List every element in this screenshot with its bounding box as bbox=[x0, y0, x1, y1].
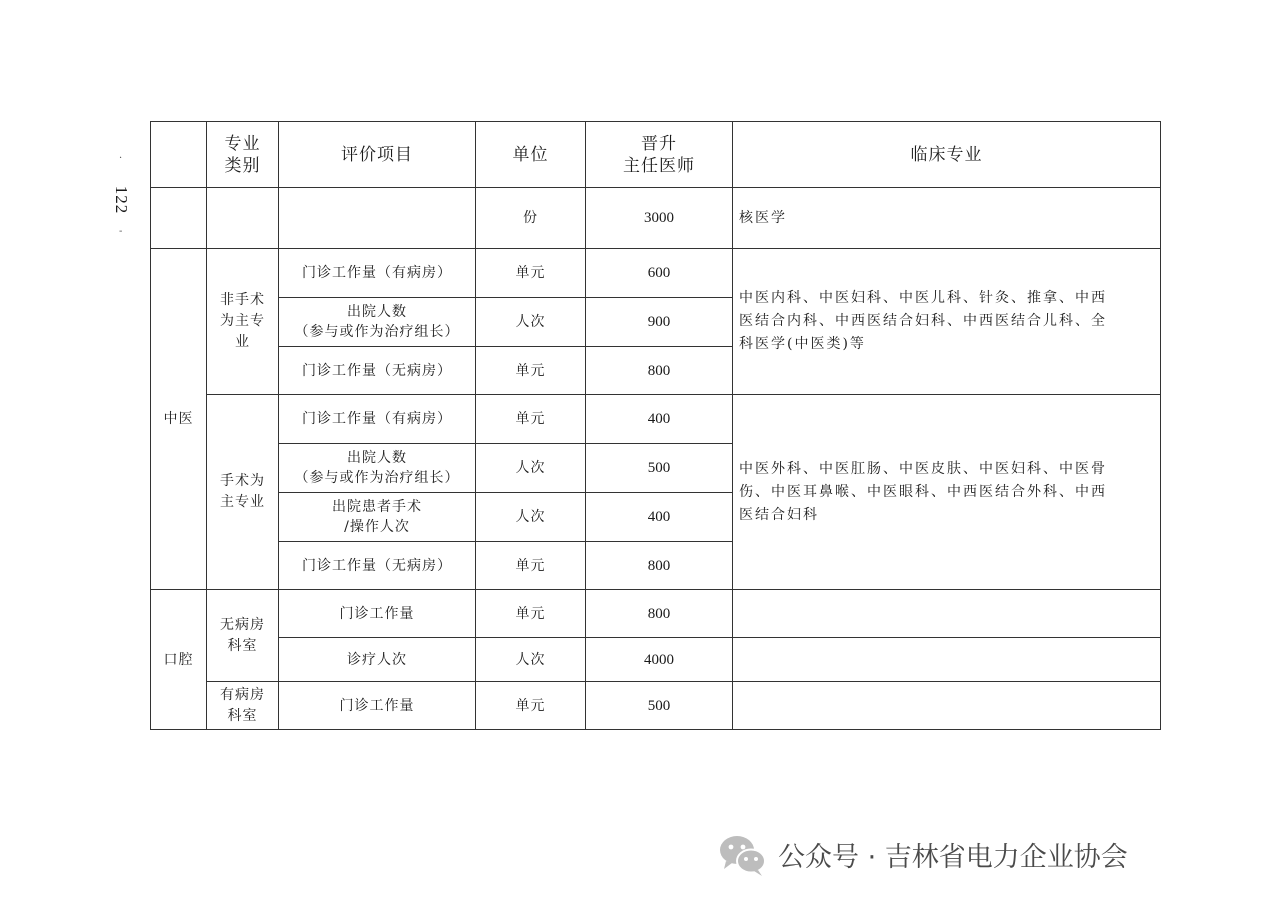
unit-cell: 单元 bbox=[476, 249, 586, 298]
unit-cell: 单元 bbox=[476, 682, 586, 730]
subgroup-no-ward: 无病房 科室 bbox=[207, 590, 279, 682]
watermark bbox=[716, 828, 1128, 880]
value-cell: 400 bbox=[586, 395, 733, 444]
unit-cell: 人次 bbox=[476, 638, 586, 682]
table-row bbox=[151, 395, 1161, 444]
table-row bbox=[151, 188, 1161, 249]
item-cell: 出院人数 （参与或作为治疗组长） bbox=[279, 444, 476, 493]
unit-cell: 人次 bbox=[476, 493, 586, 542]
specialty-cell bbox=[733, 638, 1161, 682]
specialty-cell: 中医内科、中医妇科、中医儿科、针灸、推拿、中西 医结合内科、中西医结合妇科、中西医结合儿科、全 科医学(中医类)等 bbox=[733, 249, 1161, 395]
value-cell: 800 bbox=[586, 590, 733, 638]
specialty-cell: 核医学 bbox=[733, 188, 1161, 249]
value-cell: 500 bbox=[586, 682, 733, 730]
specialty-cell bbox=[733, 682, 1161, 730]
margin-tick: - bbox=[119, 226, 123, 237]
unit-cell: 份 bbox=[476, 188, 586, 249]
header-category: 专业 类别 bbox=[207, 122, 279, 188]
page-number: 122 bbox=[112, 185, 131, 215]
value-cell: 4000 bbox=[586, 638, 733, 682]
table-row bbox=[151, 682, 1161, 730]
table-row bbox=[151, 249, 1161, 298]
unit-cell: 单元 bbox=[476, 347, 586, 395]
table-row bbox=[151, 590, 1161, 638]
item-cell: 门诊工作量（有病房） bbox=[279, 395, 476, 444]
header-blank bbox=[151, 122, 207, 188]
unit-cell: 人次 bbox=[476, 298, 586, 347]
subgroup-nonsurgical: 非手术 为主专 业 bbox=[207, 249, 279, 395]
specialty-cell bbox=[733, 590, 1161, 638]
subgroup-surgical: 手术为 主专业 bbox=[207, 395, 279, 590]
unit-cell: 人次 bbox=[476, 444, 586, 493]
header-value: 晋升 主任医师 bbox=[586, 122, 733, 188]
item-cell: 出院患者手术 /操作人次 bbox=[279, 493, 476, 542]
watermark-text: 公众号 · 吉林省电力企业协会 bbox=[778, 841, 1128, 873]
table-row bbox=[151, 638, 1161, 682]
header-specialty: 临床专业 bbox=[733, 122, 1161, 188]
header-unit: 单位 bbox=[476, 122, 586, 188]
unit-cell: 单元 bbox=[476, 590, 586, 638]
group-tcm: 中医 bbox=[151, 249, 207, 590]
wechat-icon bbox=[716, 831, 768, 877]
item-cell: 出院人数 （参与或作为治疗组长） bbox=[279, 298, 476, 347]
item-cell: 门诊工作量 bbox=[279, 682, 476, 730]
group-oral: 口腔 bbox=[151, 590, 207, 730]
margin-tick: · bbox=[119, 153, 123, 164]
table-header-row bbox=[151, 122, 1161, 188]
subgroup-ward: 有病房 科室 bbox=[207, 682, 279, 730]
value-cell: 500 bbox=[586, 444, 733, 493]
value-cell: 800 bbox=[586, 347, 733, 395]
value-cell: 400 bbox=[586, 493, 733, 542]
header-item: 评价项目 bbox=[279, 122, 476, 188]
value-cell: 800 bbox=[586, 542, 733, 590]
specialty-cell: 中医外科、中医肛肠、中医皮肤、中医妇科、中医骨 伤、中医耳鼻喉、中医眼科、中西医结合外科、中西 医结合妇科 bbox=[733, 395, 1161, 590]
value-cell: 600 bbox=[586, 249, 733, 298]
item-cell: 门诊工作量（无病房） bbox=[279, 347, 476, 395]
item-cell: 门诊工作量（有病房） bbox=[279, 249, 476, 298]
unit-cell: 单元 bbox=[476, 395, 586, 444]
value-cell: 3000 bbox=[586, 188, 733, 249]
item-cell: 门诊工作量 bbox=[279, 590, 476, 638]
evaluation-table bbox=[150, 121, 1161, 730]
unit-cell: 单元 bbox=[476, 542, 586, 590]
item-cell: 诊疗人次 bbox=[279, 638, 476, 682]
item-cell: 门诊工作量（无病房） bbox=[279, 542, 476, 590]
value-cell: 900 bbox=[586, 298, 733, 347]
